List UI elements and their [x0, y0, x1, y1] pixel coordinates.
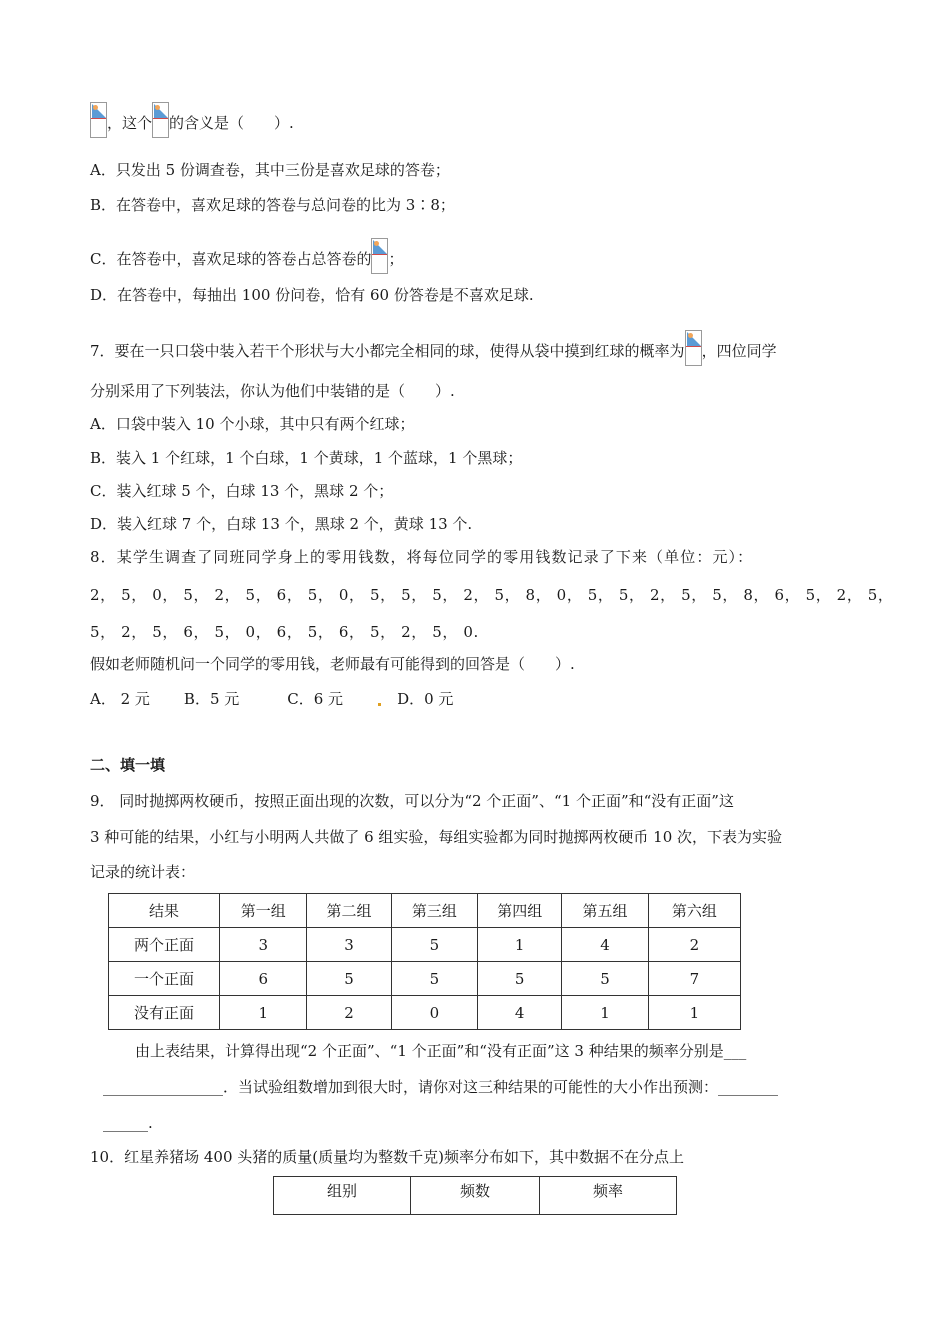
q7-option-d: D．装入红球 7 个，白球 13 个，黑球 2 个，黄球 13 个. [90, 515, 473, 533]
table-cell: 5 [562, 962, 648, 996]
fraction-image-placeholder-icon [371, 238, 388, 274]
table-header-cell: 第三组 [391, 894, 477, 928]
speck-mark [378, 703, 381, 706]
q7-option-b: B．装入 1 个红球，1 个白球，1 个黄球，1 个蓝球，1 个黑球； [90, 449, 523, 467]
table-cell: 一个正面 [109, 962, 220, 996]
q8-option-b: B．5 元 [183, 690, 240, 708]
table-cell: 5 [391, 962, 477, 996]
table-row [109, 962, 741, 996]
table-cell: 4 [478, 996, 562, 1030]
q7-stem-part1: 7．要在一只口袋中装入若干个形状与大小都完全相同的球，使得从袋中摸到红球的概率为 [90, 342, 685, 360]
q6-tail-part1: ，这个 [107, 114, 153, 132]
table-cell: 5 [478, 962, 562, 996]
fraction-image-placeholder-icon [685, 330, 702, 366]
table-cell: 1 [562, 996, 648, 1030]
q8-option-a: A． 2 元 [90, 690, 150, 708]
q6-tail-part2: 的含义是（ ）. [169, 114, 294, 132]
q9-line3: 记录的统计表： [90, 863, 196, 881]
q8-question: 假如老师随机问一个同学的零用钱，老师最有可能得到的回答是（ ）. [90, 655, 575, 673]
table-header-cell: 频率 [540, 1177, 677, 1215]
table-row [109, 996, 741, 1030]
q8-data-line2: 5， 2， 5， 6， 5， 0， 6， 5， 6， 5， 2， 5， 0. [90, 623, 479, 641]
table-cell: 7 [648, 962, 740, 996]
table-cell: 3 [307, 928, 391, 962]
table-cell: 2 [307, 996, 391, 1030]
section2-title: 二、填一填 [90, 756, 166, 774]
q6-option-d: D．在答卷中，每抽出 100 份问卷，恰有 60 份答卷是不喜欢足球. [90, 286, 534, 304]
table-cell: 3 [220, 928, 307, 962]
q8-data-line1: 2， 5， 0， 5， 2， 5， 6， 5， 0， 5， 5， 5， 2， 5， 8， 0， 5， 5， 2， 5， 5， 8， 6， 5， 2， 5， [90, 586, 894, 604]
q7-option-c: C．装入红球 5 个，白球 13 个，黑球 2 个； [90, 482, 394, 500]
fraction-image-placeholder-icon [90, 102, 107, 138]
q8-stem: 8．某学生调查了同班同学身上的零用钱数，将每位同学的零用钱数记录了下来（单位：元）： [90, 548, 754, 566]
fraction-image-placeholder-icon [152, 102, 169, 138]
q7-stem-line1 [90, 330, 777, 366]
table-cell: 1 [648, 996, 740, 1030]
table-cell: 1 [478, 928, 562, 962]
table-header-cell: 第一组 [220, 894, 307, 928]
table-header-cell: 第五组 [562, 894, 648, 928]
table-cell: 没有正面 [109, 996, 220, 1030]
q8-option-c: C．6 元 [287, 690, 344, 708]
table-cell: 6 [220, 962, 307, 996]
table-cell: 两个正面 [109, 928, 220, 962]
table-header-row [109, 894, 741, 928]
table-cell: 4 [562, 928, 648, 962]
q6-tail [90, 102, 294, 138]
q10-stem: 10．红星养猪场 400 头猪的质量(质量均为整数千克)频率分布如下，其中数据不在分点上 [90, 1148, 684, 1166]
table-header-row [274, 1177, 677, 1215]
table-header-cell: 频数 [411, 1177, 540, 1215]
q9-after-line1: 由上表结果，计算得出现“2 个正面”、“1 个正面”和“没有正面”这 3 种结果的频率分别是___ [135, 1042, 747, 1060]
q6-option-a: A．只发出 5 份调查卷，其中三份是喜欢足球的答卷； [90, 161, 450, 179]
q7-stem-part2: ，四位同学 [701, 342, 777, 360]
table-header-cell: 第六组 [648, 894, 740, 928]
q6-option-c [90, 238, 404, 274]
table-cell: 5 [391, 928, 477, 962]
table-header-cell: 第四组 [478, 894, 562, 928]
q8-options [90, 689, 453, 709]
q6-option-c-end: ； [388, 250, 404, 268]
table-header-cell: 结果 [109, 894, 220, 928]
q9-results-table [108, 893, 741, 1030]
q6-option-c-text: C．在答卷中，喜欢足球的答卷占总答卷的 [90, 250, 372, 268]
q7-stem-line2: 分别采用了下列装法，你认为他们中装错的是（ ）. [90, 382, 455, 400]
table-cell: 0 [391, 996, 477, 1030]
table-header-cell: 组别 [274, 1177, 411, 1215]
q8-option-d: D．0 元 [397, 690, 454, 708]
q6-option-b: B．在答卷中，喜欢足球的答卷与总问卷的比为 3∶8； [90, 196, 455, 214]
q9-after-line2: ________________．当试验组数增加到很大时，请你对这三种结果的可能性的大小作出预测：________ [103, 1078, 779, 1096]
table-row [109, 928, 741, 962]
table-cell: 1 [220, 996, 307, 1030]
table-header-cell: 第二组 [307, 894, 391, 928]
q9-line1: 9． 同时抛掷两枚硬币，按照正面出现的次数，可以分为“2 个正面”、“1 个正面”和“没有正面”这 [90, 792, 734, 810]
q9-line2: 3 种可能的结果，小红与小明两人共做了 6 组实验，每组实验都为同时抛掷两枚硬币 10 次，下表为实验 [90, 828, 783, 846]
q9-after-line3: ______. [103, 1114, 153, 1132]
q10-frequency-table [273, 1176, 677, 1215]
table-cell: 5 [307, 962, 391, 996]
table-cell: 2 [648, 928, 740, 962]
q7-option-a: A．口袋中装入 10 个小球，其中只有两个红球； [90, 415, 415, 433]
